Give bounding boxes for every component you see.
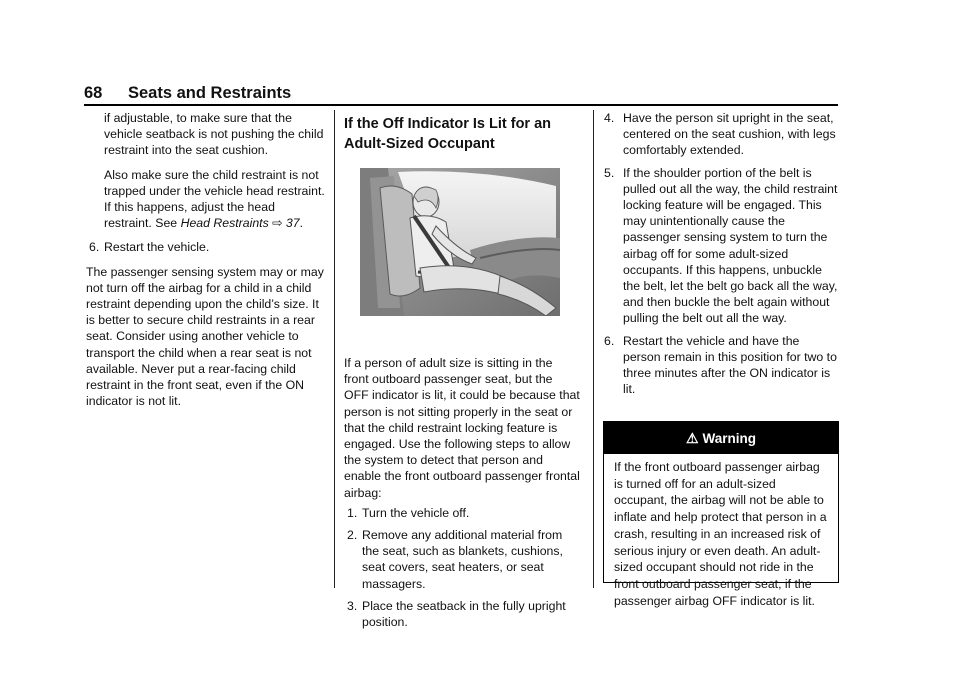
list-item xyxy=(604,165,840,327)
warning-text: If the front outboard passenger airbag is turned off for an adult-sized occupant, the airbag will not be able to inflate and help protect that person in a crash, resulting in an increased risk of serious injury or even death. An adult-sized occupant should not ride in the front outboard passenger seat, if the passenger airbag OFF indicator is lit. xyxy=(614,460,827,608)
adult-occupant-paragraph: If a person of adult size is sitting in the front outboard passenger seat, but the OFF indicator is lit, it could be because that person is not sitting properly in the seat or that the child restraint locking feature is engaged. Use the following steps to allow the system to detect that person and enable the front outboard passenger frontal airbag: xyxy=(344,356,580,500)
list-item-number: 3. xyxy=(347,598,358,613)
list-item xyxy=(86,239,326,255)
list-item xyxy=(604,110,840,159)
head-restraint-note xyxy=(86,167,326,232)
page-ref-icon: ⇨ xyxy=(272,216,283,231)
list-item-number: 6. xyxy=(89,240,100,255)
head-restraints-page-ref[interactable]: 37 xyxy=(285,216,300,231)
list-item-text: Restart the vehicle. xyxy=(104,240,210,255)
column-divider xyxy=(593,110,594,588)
list-item xyxy=(344,527,580,592)
column-3 xyxy=(604,110,840,403)
column-2 xyxy=(344,114,580,156)
column-divider xyxy=(334,110,335,588)
list-item-text: Turn the vehicle off. xyxy=(362,505,470,520)
head-restraint-note-text: Also make sure the child restraint is not trapped under the vehicle head restraint. If this happens, adjust the head restraint. See xyxy=(104,167,325,231)
heading-line-2: Adult-Sized Occupant xyxy=(344,136,495,152)
heading-line-1: If the Off Indicator Is Lit for an xyxy=(344,116,552,132)
header-rule xyxy=(84,104,838,106)
warning-box xyxy=(603,421,839,608)
section-title: Seats and Restraints xyxy=(128,84,292,102)
period: . xyxy=(299,216,303,231)
list-item xyxy=(344,505,580,521)
continued-step-text: if adjustable, to make sure that the vehicle seatback is not pushing the child restraint into the seat cushion. xyxy=(104,111,324,158)
head-restraints-link[interactable]: Head Restraints xyxy=(180,216,269,231)
list-item-number: 5. xyxy=(604,165,615,180)
list-item-text: Remove any additional material from the seat, such as blankets, cushions, seat covers, seat heaters, or seat massagers. xyxy=(362,528,563,591)
warning-title: Warning xyxy=(702,431,757,446)
list-item-number: 2. xyxy=(347,528,358,543)
warning-header xyxy=(604,422,838,454)
list-item-number: 4. xyxy=(604,111,615,125)
list-item xyxy=(344,598,580,630)
list-item-text: Have the person sit upright in the seat, centered on the seat cushion, with legs comfortably extended. xyxy=(623,111,836,158)
child-size-paragraph: The passenger sensing system may or may not turn off the airbag for a child in a child restraint depending upon the child’s size. It is better to secure child restraints in a rear seat. Consider using another vehicle to transport the child when a rear seat is not available. Never put a rear-facing child restraint in the front seat, even if the ON indicator is not lit. xyxy=(86,264,324,409)
column-1 xyxy=(86,110,326,409)
list-item xyxy=(604,333,840,398)
list-item-number: 6. xyxy=(604,333,615,348)
column-2-body xyxy=(344,355,580,636)
warning-triangle-icon: ⚠ xyxy=(685,430,699,446)
list-item-text: If the shoulder portion of the belt is pulled out all the way, the child restraint locking feature will be engaged. This may unintentionally cause the passenger sensing system to turn the airbag off for some adult-sized occupants. If this happens, unbuckle the belt, let the belt go back all the way, and then buckle the belt again without pulling the belt out all the way. xyxy=(623,165,838,326)
adult-occupant-illustration xyxy=(360,168,560,316)
page-number: 68 xyxy=(84,84,103,102)
page-header xyxy=(84,84,838,106)
subsection-heading xyxy=(344,114,580,154)
list-item-text: Restart the vehicle and have the person remain in this position for two to three minutes after the ON indicator is lit. xyxy=(623,333,837,397)
list-item-text: Place the seatback in the fully upright position. xyxy=(362,598,566,630)
list-item-number: 1. xyxy=(347,505,358,520)
